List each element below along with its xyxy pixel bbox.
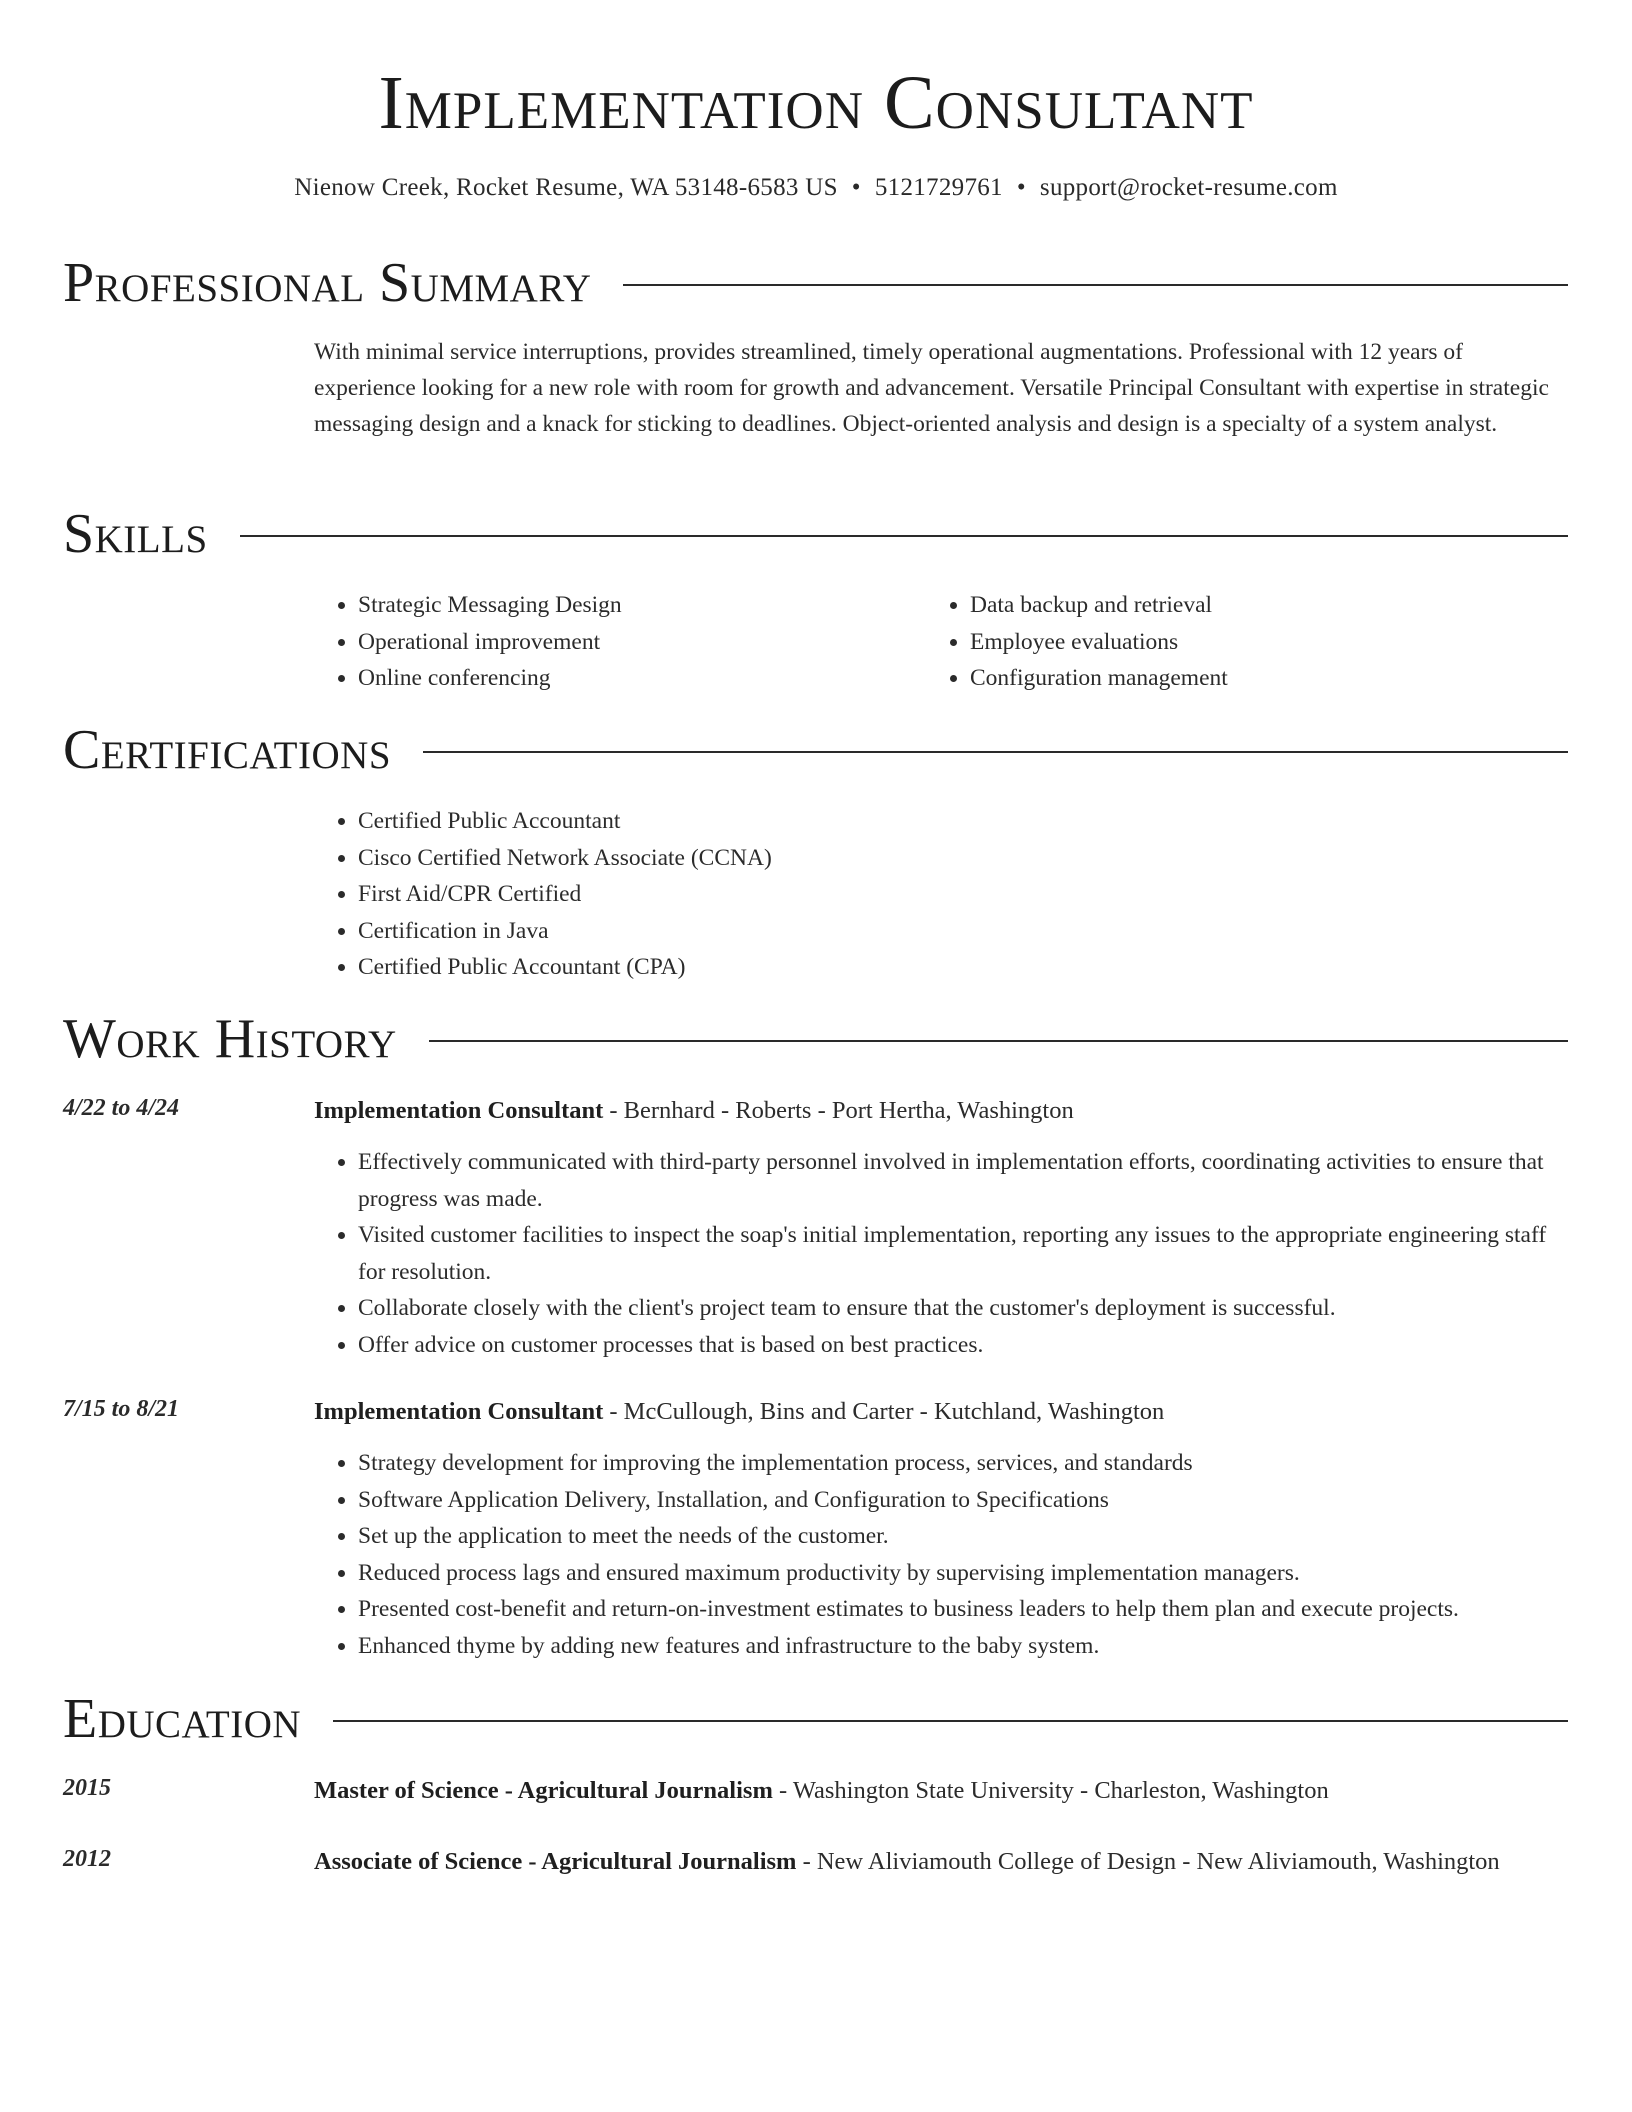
section-divider: [240, 535, 1568, 537]
skill-item: • Configuration management: [970, 660, 1566, 697]
job-bullet: • Strategy development for improving the implementation process, services, and standards: [358, 1445, 1568, 1482]
certification-item: • First Aid/CPR Certified: [358, 876, 1514, 913]
job-heading: [314, 1092, 1568, 1129]
work-section-title: Work History: [63, 1008, 397, 1070]
contact-line: [0, 174, 1632, 202]
skill-item: • Strategic Messaging Design: [358, 587, 914, 624]
education-section-header: [63, 1689, 1568, 1749]
job-title: Implementation Consultant: [314, 1398, 604, 1425]
job-bullets: [314, 1144, 1568, 1363]
job-bullets-block: [314, 1445, 1568, 1664]
education-degree: Associate of Science - Agricultural Journalism: [314, 1848, 797, 1875]
job-employer: - Bernhard - Roberts - Port Hertha, Washington: [603, 1097, 1074, 1124]
section-divider: [423, 751, 1568, 753]
skills-section-title: Skills: [63, 503, 208, 565]
skills-column-left: [314, 587, 914, 697]
job-bullet: • Presented cost-benefit and return-on-investment estimates to business leaders to help them plan and execute projects.: [358, 1591, 1568, 1628]
job-bullet: • Effectively communicated with third-party personnel involved in implementation efforts, coordinating activities to ensure that progress was made.: [358, 1144, 1568, 1217]
skill-item: • Operational improvement: [358, 624, 914, 661]
education-section-title: Education: [63, 1688, 302, 1750]
job-bullets: [314, 1445, 1568, 1664]
job-bullet: • Visited customer facilities to inspect the soap's initial implementation, reporting any issues to the appropriate engineering staff for resolution.: [358, 1217, 1568, 1290]
skill-item: • Employee evaluations: [970, 624, 1566, 661]
summary-section-title: Professional Summary: [63, 252, 592, 314]
job-bullet: • Collaborate closely with the client's project team to ensure that the customer's deployment is successful.: [358, 1290, 1568, 1327]
certifications-list: [314, 803, 1514, 986]
education-year: 2012: [63, 1846, 111, 1872]
certifications-block: [314, 803, 1514, 986]
job-bullet: • Enhanced thyme by adding new features and infrastructure to the baby system.: [358, 1628, 1568, 1665]
skills-section-header: [63, 504, 1568, 564]
education-entry: [314, 1843, 1568, 1880]
job-employer: - McCullough, Bins and Carter - Kutchland, Washington: [603, 1398, 1165, 1425]
work-section-header: [63, 1009, 1568, 1069]
education-entry: [314, 1772, 1568, 1809]
skills-list-right: [926, 587, 1566, 697]
skill-item: • Online conferencing: [358, 660, 914, 697]
skills-list-left: [314, 587, 914, 697]
job-heading: [314, 1393, 1568, 1430]
education-school: - New Aliviamouth College of Design - New Aliviamouth, Washington: [796, 1848, 1500, 1875]
skills-column-right: [926, 587, 1566, 697]
certification-item: • Cisco Certified Network Associate (CCNA): [358, 840, 1514, 877]
job-dates: 7/15 to 8/21: [63, 1396, 180, 1422]
education-year: 2015: [63, 1775, 111, 1801]
contact-email: support@rocket-resume.com: [1039, 174, 1338, 201]
skill-item: • Data backup and retrieval: [970, 587, 1566, 624]
certification-item: • Certified Public Accountant (CPA): [358, 949, 1514, 986]
job-bullet: • Reduced process lags and ensured maximum productivity by supervising implementation managers.: [358, 1555, 1568, 1592]
contact-separator: •: [851, 174, 861, 201]
section-divider: [623, 284, 1568, 286]
certification-item: • Certified Public Accountant: [358, 803, 1514, 840]
certifications-section-header: [63, 720, 1568, 780]
certifications-section-title: Certifications: [63, 719, 392, 781]
contact-address: Nienow Creek, Rocket Resume, WA 53148-6583 US: [294, 174, 838, 201]
certification-item: • Certification in Java: [358, 913, 1514, 950]
job-bullet: • Offer advice on customer processes that is based on best practices.: [358, 1327, 1568, 1364]
contact-phone: 5121729761: [874, 174, 1003, 201]
job-dates: 4/22 to 4/24: [63, 1095, 180, 1121]
job-bullet: • Software Application Delivery, Installation, and Configuration to Specifications: [358, 1482, 1568, 1519]
job-bullets-block: [314, 1144, 1568, 1363]
education-degree: Master of Science - Agricultural Journalism: [314, 1777, 773, 1804]
job-title: Implementation Consultant: [314, 1097, 604, 1124]
summary-section-header: [63, 253, 1568, 313]
section-divider: [429, 1040, 1568, 1042]
candidate-name: Implementation Consultant: [378, 61, 1254, 145]
summary-text: With minimal service interruptions, provides streamlined, timely operational augmentations. Professional with 12 years of experience looking for a new role with room for growth and advancement. Versatile Principal Consultant with expertise in strategic messaging design and a knack for sticking to deadlines. Object-oriented analysis and design is a specialty of a system analyst.: [314, 339, 1549, 437]
job-bullet: • Set up the application to meet the needs of the customer.: [358, 1518, 1568, 1555]
education-school: - Washington State University - Charleston, Washington: [772, 1777, 1329, 1804]
contact-separator: •: [1016, 174, 1026, 201]
section-divider: [333, 1720, 1568, 1722]
